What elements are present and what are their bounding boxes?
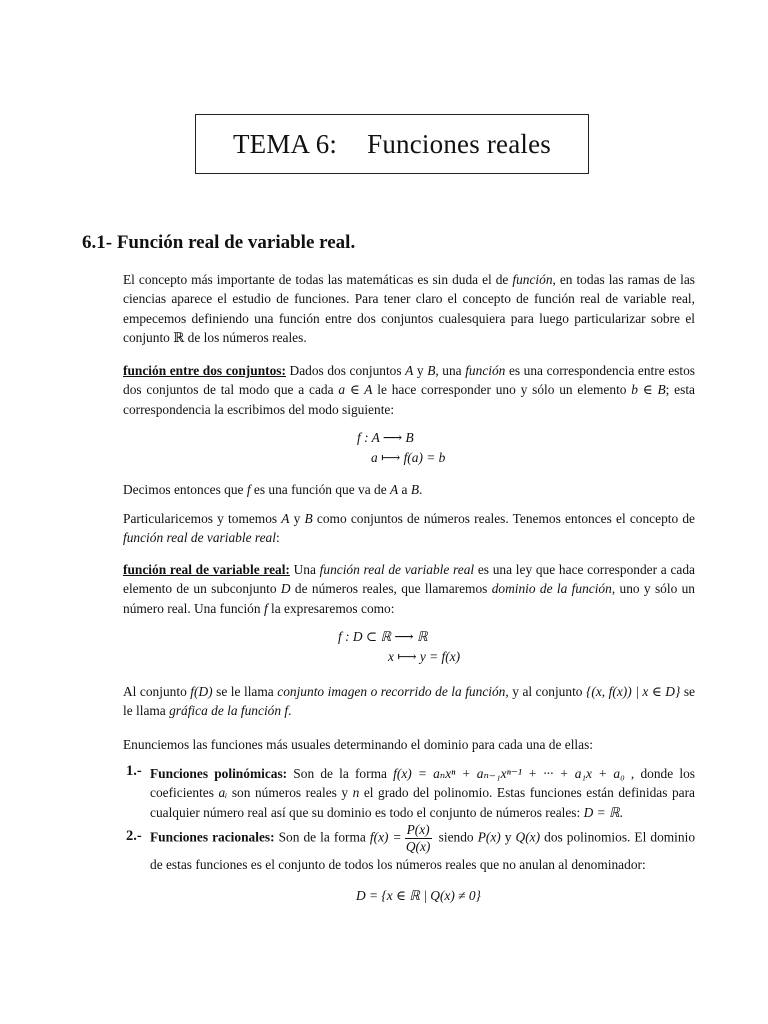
equation-line: f : D ⊂ ℝ ⟶ ℝ: [338, 629, 428, 644]
text: , una: [435, 363, 466, 378]
math: D: [280, 581, 291, 597]
chapter-name: Funciones reales: [367, 128, 552, 159]
display-equation-2: [338, 627, 460, 667]
text: la expresaremos como:: [267, 600, 395, 616]
text: ; esta correspondencia la escribimos del modo siguiente:: [123, 382, 695, 417]
list-number-1: 1.-: [126, 763, 142, 779]
math: {(x, f(x)) | x ∈ D}: [586, 684, 681, 699]
text: siendo: [434, 829, 478, 845]
emphasis: conjunto imagen o recorrido de la función: [277, 684, 506, 699]
equation-line: a ⟼ f(a) = b: [371, 450, 446, 465]
text: se le llama: [123, 684, 695, 719]
text: , en todas las ramas de las ciencias aparece el estudio de funciones. Para tener claro el concepto de función real de variable real, empecemos definiendo una función entre dos conjuntos cualesquiera para luego particularizar sobre el conjunto ℝ de los números reales.: [123, 272, 695, 346]
math: f(D): [190, 684, 213, 699]
math: A: [390, 482, 399, 497]
math: A: [405, 363, 414, 378]
text: Dados dos conjuntos: [285, 363, 406, 378]
emphasis: gráfica de la función f: [169, 703, 289, 719]
text: y: [500, 829, 516, 845]
emphasis: función: [512, 272, 553, 287]
text: se le llama: [212, 684, 278, 699]
emphasis: función real de variable real: [319, 562, 475, 577]
text: El concepto más importante de todas las matemáticas es sin duda el de: [123, 272, 513, 287]
intro-paragraph: [123, 270, 695, 348]
text: y: [413, 363, 428, 378]
text: de números reales, que llamaremos: [290, 581, 492, 597]
math: Q(x): [515, 829, 541, 845]
text: es una correspondencia entre estos dos conjuntos de tal modo que a cada: [123, 363, 695, 398]
item-label: Funciones polinómicas:: [150, 766, 288, 781]
text: .: [619, 804, 623, 820]
text: Una: [289, 562, 320, 577]
text: y: [289, 511, 305, 526]
text: dos polinomios. El dominio de estas funciones es el conjunto de todos los números reales que no anulan al denominador:: [150, 829, 696, 872]
definition-function-sets: [123, 361, 695, 419]
numerator: P(x): [406, 822, 430, 837]
definition-term: función entre dos conjuntos:: [123, 363, 286, 378]
math: P(x): [477, 829, 501, 845]
text: Al conjunto: [123, 684, 191, 699]
text: .: [288, 703, 292, 719]
text: Son de la forma: [274, 829, 370, 845]
paragraph-enunciemos: Enunciemos las funciones más usuales determinando el dominio para cada una de ellas:: [123, 737, 594, 752]
text: Particularicemos y tomemos: [123, 511, 282, 526]
equation-line: f : A ⟶ B: [357, 430, 414, 445]
chapter-number: TEMA 6:: [232, 128, 338, 159]
definition-term: función real de variable real:: [123, 562, 290, 577]
math: A: [281, 511, 290, 526]
text: a: [398, 482, 411, 497]
text: como conjuntos de números reales. Tenemos entonces el concepto de: [312, 511, 695, 526]
section-heading: 6.1- Función real de variable real.: [82, 232, 356, 253]
text: Son de la forma: [287, 766, 394, 781]
text: son números reales y: [227, 785, 353, 801]
math: aᵢ: [218, 785, 228, 801]
text: .: [419, 482, 423, 497]
text: , y al conjunto: [505, 684, 587, 699]
math: B: [410, 482, 420, 497]
item-label: Funciones racionales:: [150, 829, 275, 845]
emphasis: dominio de la función: [491, 581, 612, 597]
text: el grado del polinomio. Estas funciones están definidas para cualquier número real así que su dominio es todo el conjunto de números reales:: [150, 785, 696, 820]
math: B: [304, 511, 313, 526]
list-item-racionales: [150, 822, 695, 874]
math: f: [246, 482, 251, 497]
display-equation-3: D = {x ∈ ℝ | Q(x) ≠ 0}: [356, 888, 481, 903]
math: D = ℝ: [583, 804, 620, 820]
text: es una ley que hace corresponder a cada elemento de un subconjunto: [123, 562, 695, 597]
text: , donde los coeficientes: [150, 766, 695, 801]
math: f: [263, 600, 268, 616]
text: Decimos entonces que: [123, 482, 247, 497]
equation-line: x ⟼ y = f(x): [388, 649, 461, 664]
emphasis: función real de variable real: [123, 530, 276, 546]
math: b ∈ B: [631, 382, 666, 398]
math: a ∈ A: [338, 382, 373, 398]
display-equation-1: [357, 428, 445, 468]
denominator: Q(x): [405, 839, 431, 854]
math: B: [427, 363, 436, 378]
fraction: [405, 822, 432, 855]
paragraph-particularicemos: [123, 509, 695, 548]
emphasis: función: [465, 363, 506, 378]
text: es una función que va de: [250, 482, 391, 497]
chapter-title-box: [195, 114, 589, 174]
text: le hace corresponder uno y sólo un elemento: [372, 382, 632, 398]
list-number-2: 2.-: [126, 828, 142, 844]
text: :: [275, 530, 280, 546]
definition-real-function: [123, 560, 695, 618]
math: f(x) = aₙxⁿ + aₙ₋₁xⁿ⁻¹ + ··· + a₁x + a₀: [393, 766, 625, 781]
math: n: [352, 785, 360, 801]
paragraph-imagen: [123, 682, 695, 721]
list-item-polinomicas: [150, 764, 695, 822]
paragraph-decimos: [123, 480, 695, 499]
text: , uno y sólo un número real. Una función: [123, 581, 696, 616]
math: f(x) =: [369, 829, 402, 845]
